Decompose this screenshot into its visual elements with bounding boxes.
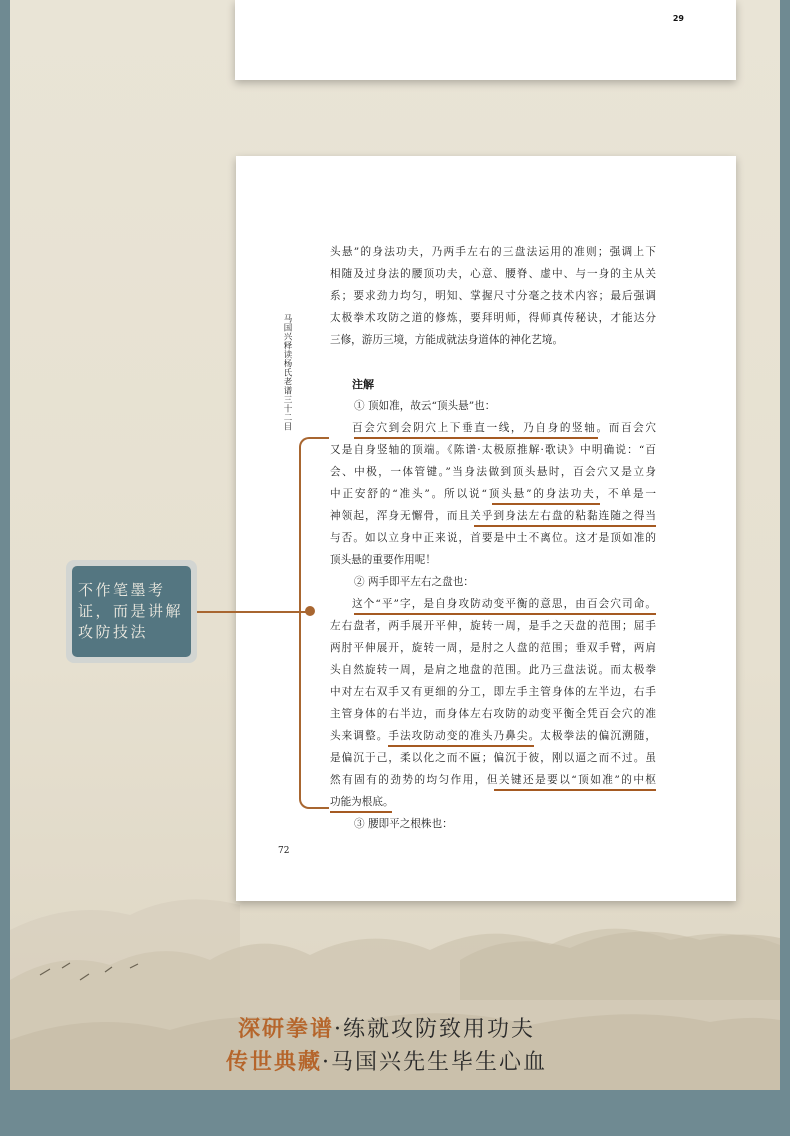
annotation-line: 中对左右双手又有更细的分工，即左手主管身体的左半边，右手 — [330, 686, 656, 698]
highlight-underline — [474, 525, 656, 527]
annotation-line: 神领起，浑身无懈骨，而且关乎到身法左右盘的粘黏连随之得当 — [330, 510, 656, 522]
annotation-line: 头自然旋转一周，是肩之地盘的范围。此乃三盘法说。而太极拳 — [330, 664, 656, 676]
book-page-top — [235, 0, 736, 80]
background-canvas — [10, 0, 780, 1090]
annotation-item-title: ① 顶如准，故云“顶头悬”也： — [354, 400, 496, 412]
annotation-line: 两肘平伸展开，旋转一周，是肘之人盘的范围；垂双手臂，两肩 — [330, 642, 656, 654]
highlight-underline — [494, 789, 656, 791]
slogan-line-1 — [238, 1012, 535, 1043]
annotation-heading: 注解 — [352, 378, 374, 391]
annotation-line: 然有固有的劲势的均匀作用，但关键还是要以“顶如准”的中枢 — [330, 774, 656, 786]
highlight-underline — [492, 503, 600, 505]
footer-band — [0, 1090, 790, 1136]
annotation-item-title: ③ 腰即平之根株也： — [354, 818, 453, 830]
intro-line: 系；要求劲力均匀，明知、掌握尺寸分毫之技术内容；最后强调 — [330, 290, 656, 302]
annotation-line: 顶头悬的重要作用呢！ — [330, 554, 436, 566]
highlight-underline — [354, 437, 598, 439]
annotation-item-title: ② 两手即平左右之盘也： — [354, 576, 474, 588]
slogan-1-rest: ·练就攻防致用功夫 — [334, 1017, 536, 1042]
slogan-2-highlight: 传世典藏 — [226, 1049, 323, 1075]
annotation-line: 百会穴到会阴穴上下垂直一线，乃自身的竖轴。而百会穴 — [352, 422, 656, 434]
page-number-bottom: 72 — [278, 846, 290, 856]
running-title-vertical: 马国兴释读杨氏老谱三十二目 — [282, 314, 292, 431]
intro-line: 三修，游历三境，方能成就法身道体的神化艺境。 — [330, 334, 564, 346]
highlight-underline — [330, 811, 392, 813]
annotation-line: 中正安舒的“准头”。所以说“顶头悬”的身法功夫，不单是一 — [330, 488, 656, 500]
intro-line: 太极拳术攻防之道的修炼，要拜明师，得师真传秘诀，才能达分 — [330, 312, 656, 324]
annotation-line: 头来调整。手法攻防动变的准头乃鼻尖。太极拳法的偏沉溯随， — [330, 730, 656, 742]
annotation-line: 又是自身竖轴的顶端。《陈谱·太极原推解·歌诀》中明确说：“百 — [330, 444, 656, 456]
slogan-line-2 — [226, 1045, 547, 1076]
callout-bracket — [299, 437, 329, 809]
intro-line: 头悬”的身法功夫，乃两手左右的三盘法运用的准则；强调上下 — [330, 246, 656, 258]
page-number-top: 29 — [672, 14, 684, 23]
annotation-line: 与否。如以立身中正来说，首要是中土不离位。这才是顶如准的 — [330, 532, 656, 544]
slogan-2-rest: ·马国兴先生毕生心血 — [322, 1050, 548, 1075]
intro-line: 相随及过身法的腰顶功夫，心意、腰脊、虚中、与一身的主从关 — [330, 268, 656, 280]
slogan-1-highlight: 深研拳谱 — [238, 1016, 335, 1042]
annotation-line: 功能为根底。 — [330, 796, 394, 808]
annotation-line: 主管身体的右半边，而身体左右攻防的动变平衡全凭百会穴的准 — [330, 708, 656, 720]
annotation-line: 这个“平”字，是自身攻防动变平衡的意思，由百会穴司命。 — [352, 598, 656, 610]
highlight-underline — [388, 745, 534, 747]
annotation-line: 左右盘者，两手展开平伸，旋转一周，是手之天盘的范围；屈手 — [330, 620, 656, 632]
annotation-line: 会、中极，一体管键。”当身法做到顶头悬时，百会穴又是立身 — [330, 466, 656, 478]
callout-connector-dot — [305, 606, 315, 616]
callout-connector-line — [194, 611, 310, 613]
annotation-line: 是偏沉于己，柔以化之而不匾；偏沉于彼，刚以逼之而不过。虽 — [330, 752, 656, 764]
highlight-underline — [354, 613, 656, 615]
callout-text: 不作笔墨考证，而是讲解攻防技法 — [78, 581, 184, 641]
